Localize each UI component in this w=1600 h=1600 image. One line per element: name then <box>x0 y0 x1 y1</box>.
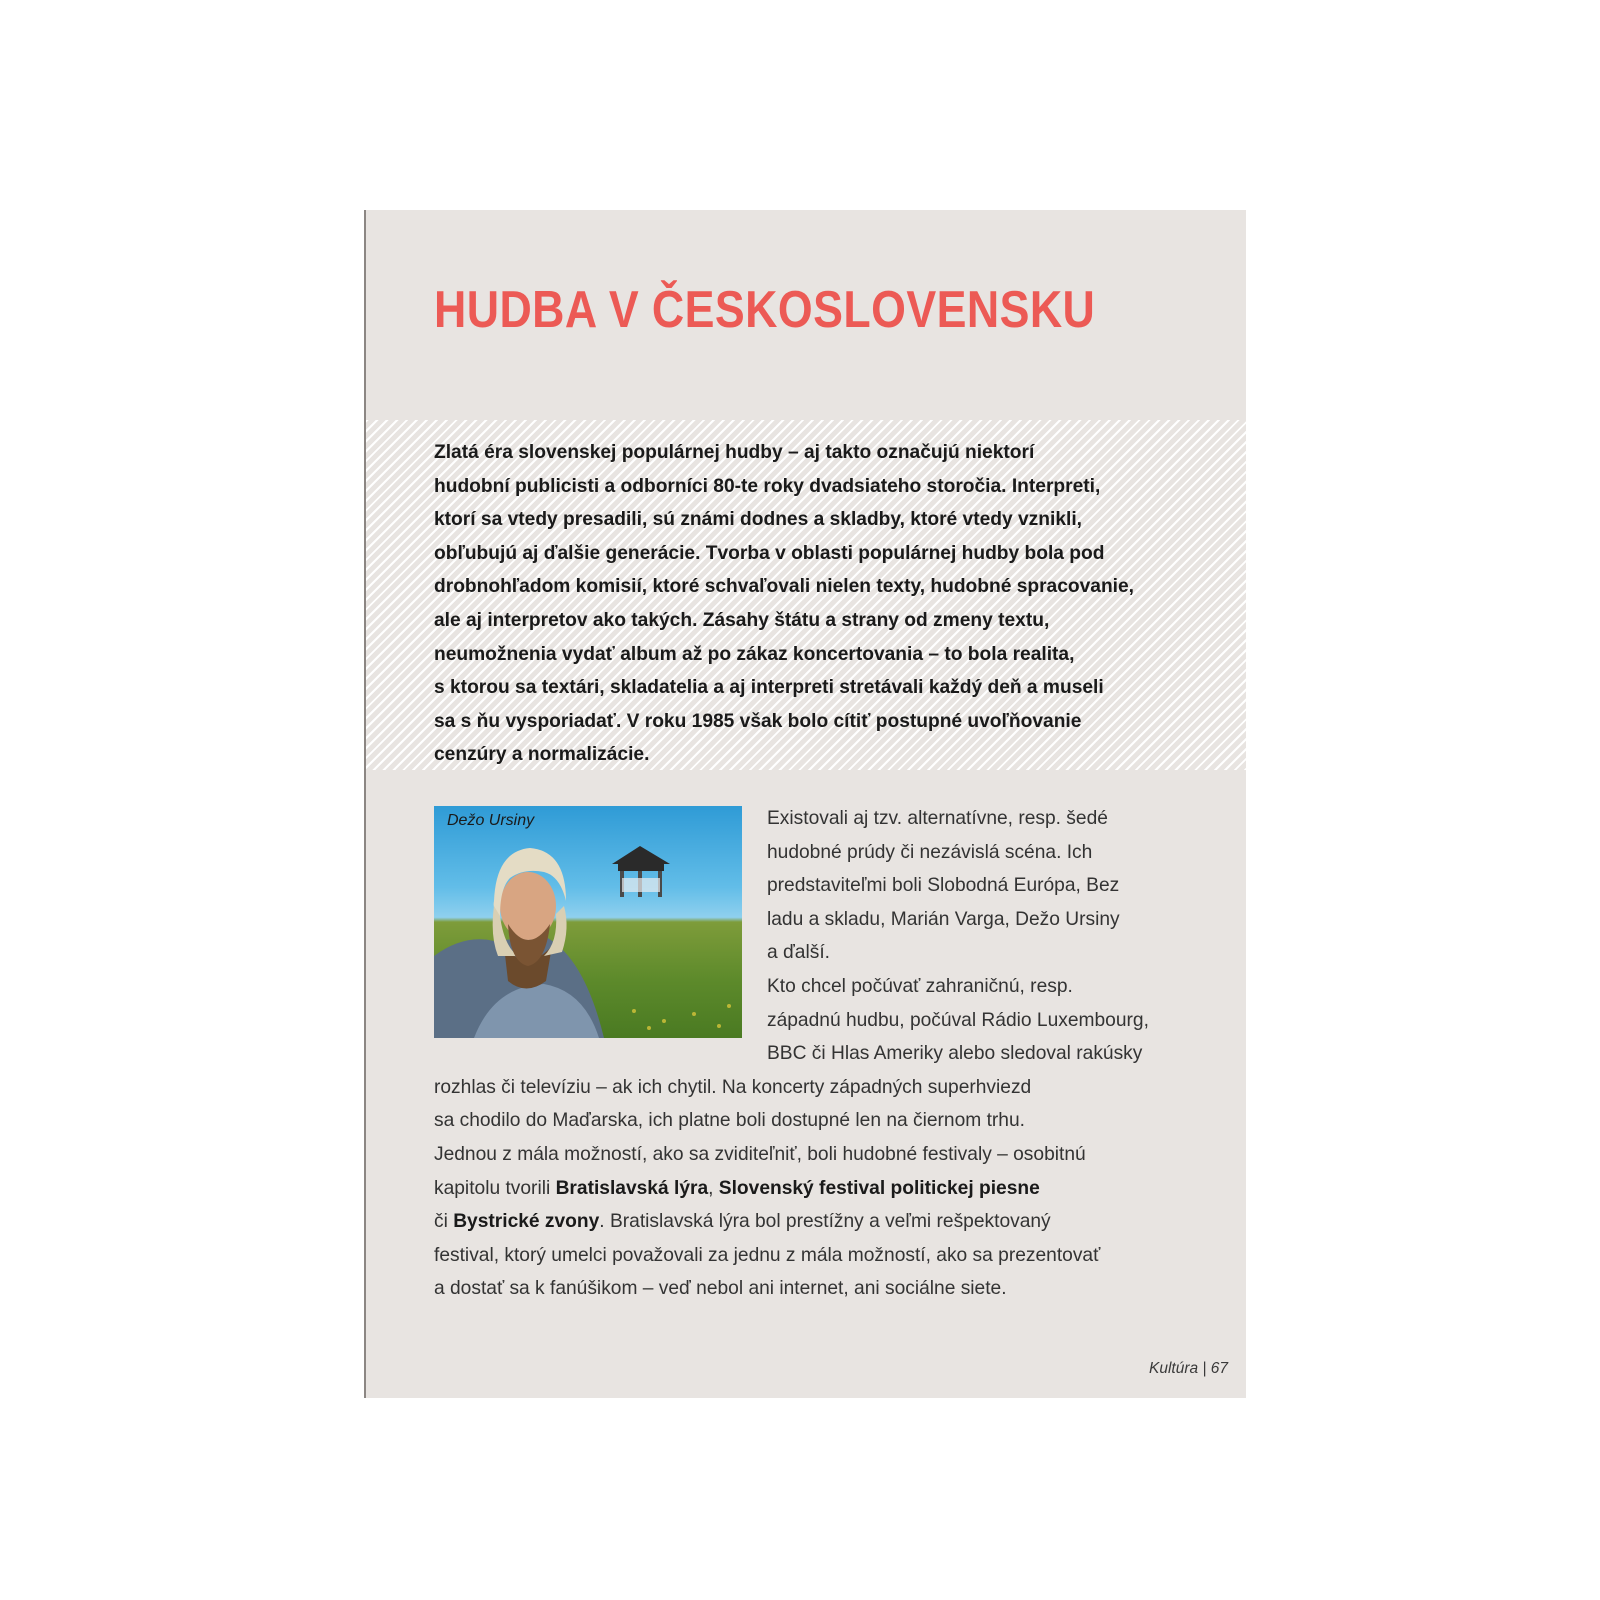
body-text-fragment: , <box>708 1177 719 1199</box>
body-line-festivals <box>434 1205 1194 1239</box>
body-line: predstaviteľmi boli Slobodná Európa, Bez <box>767 875 1120 897</box>
lead-line: Zlatá éra slovenskej populárnej hudby – aj takto označujú niektorí <box>434 442 1035 463</box>
lead-line: s ktorou sa textári, skladatelia a aj interpreti stretávali každý deň a museli <box>434 677 1104 699</box>
body-line: BBC či Hlas Ameriky alebo sledoval rakúsky <box>767 1043 1143 1065</box>
body-line: rozhlas či televíziu – ak ich chytil. Na koncerty západných superhviezd <box>434 1076 1032 1098</box>
body-line-festivals <box>434 1172 1194 1206</box>
lead-paragraph <box>434 436 1214 772</box>
lead-line: cenzúry a normalizácie. <box>434 744 650 766</box>
body-paragraph <box>434 802 1194 1306</box>
body-line: Existovali aj tzv. alternatívne, resp. šedé <box>767 808 1108 829</box>
page-footer: Kultúra | 67 <box>1149 1360 1228 1377</box>
festival-name: Bystrické zvony <box>453 1211 600 1233</box>
body-text-fragment: či <box>434 1211 454 1233</box>
photo-caption: Dežo Ursiny <box>447 812 535 829</box>
body-line: sa chodilo do Maďarska, ich platne boli dostupné len na čiernom trhu. <box>434 1110 1025 1132</box>
festival-name: Bratislavská lýra <box>555 1177 709 1199</box>
page-title: HUDBA V ČESKOSLOVENSKU <box>434 281 1096 339</box>
body-line: západnú hudbu, počúval Rádio Luxembourg, <box>767 1009 1149 1031</box>
body-line: festival, ktorý umelci považovali za jednu z mála možností, ako sa prezentovať <box>434 1244 1101 1266</box>
body-line: a dostať sa k fanúšikom – veď nebol ani internet, ani sociálne siete. <box>434 1278 1007 1300</box>
page-panel <box>364 210 1246 1398</box>
lead-line: obľubujú aj ďalšie generácie. Tvorba v oblasti populárnej hudby bola pod <box>434 542 1105 564</box>
lead-line: ktorí sa vtedy presadili, sú známi dodnes a skladby, ktoré vtedy vznikli, <box>434 509 1082 531</box>
body-line: Jednou z mála možností, ako sa zviditeľniť, boli hudobné festivaly – osobitnú <box>434 1143 1086 1165</box>
body-line: Kto chcel počúvať zahraničnú, resp. <box>767 975 1073 997</box>
lead-section <box>366 420 1246 770</box>
lead-line: drobnohľadom komisií, ktoré schvaľovali nielen texty, hudobné spracovanie, <box>434 576 1135 598</box>
lead-line: hudobní publicisti a odborníci 80-te roky dvadsiateho storočia. Interpreti, <box>434 475 1101 497</box>
festival-name: Slovenský festival politickej piesne <box>718 1177 1040 1199</box>
lead-line: ale aj interpretov ako takých. Zásahy štátu a strany od zmeny textu, <box>434 609 1050 631</box>
body-line: a ďalší. <box>767 942 830 964</box>
lead-line: sa s ňu vysporiadať. V roku 1985 však bolo cítiť postupné uvoľňovanie <box>434 710 1082 732</box>
lead-line: neumožnenia vydať album až po zákaz koncertovania – to bola realita, <box>434 643 1075 665</box>
body-text-fragment: . Bratislavská lýra bol prestížny a veľmi rešpektovaný <box>599 1211 1051 1233</box>
body-line: hudobné prúdy či nezávislá scéna. Ich <box>767 841 1093 863</box>
body-text-fragment: kapitolu tvorili <box>434 1177 556 1199</box>
body-line: ladu a skladu, Marián Varga, Dežo Ursiny <box>767 908 1120 930</box>
